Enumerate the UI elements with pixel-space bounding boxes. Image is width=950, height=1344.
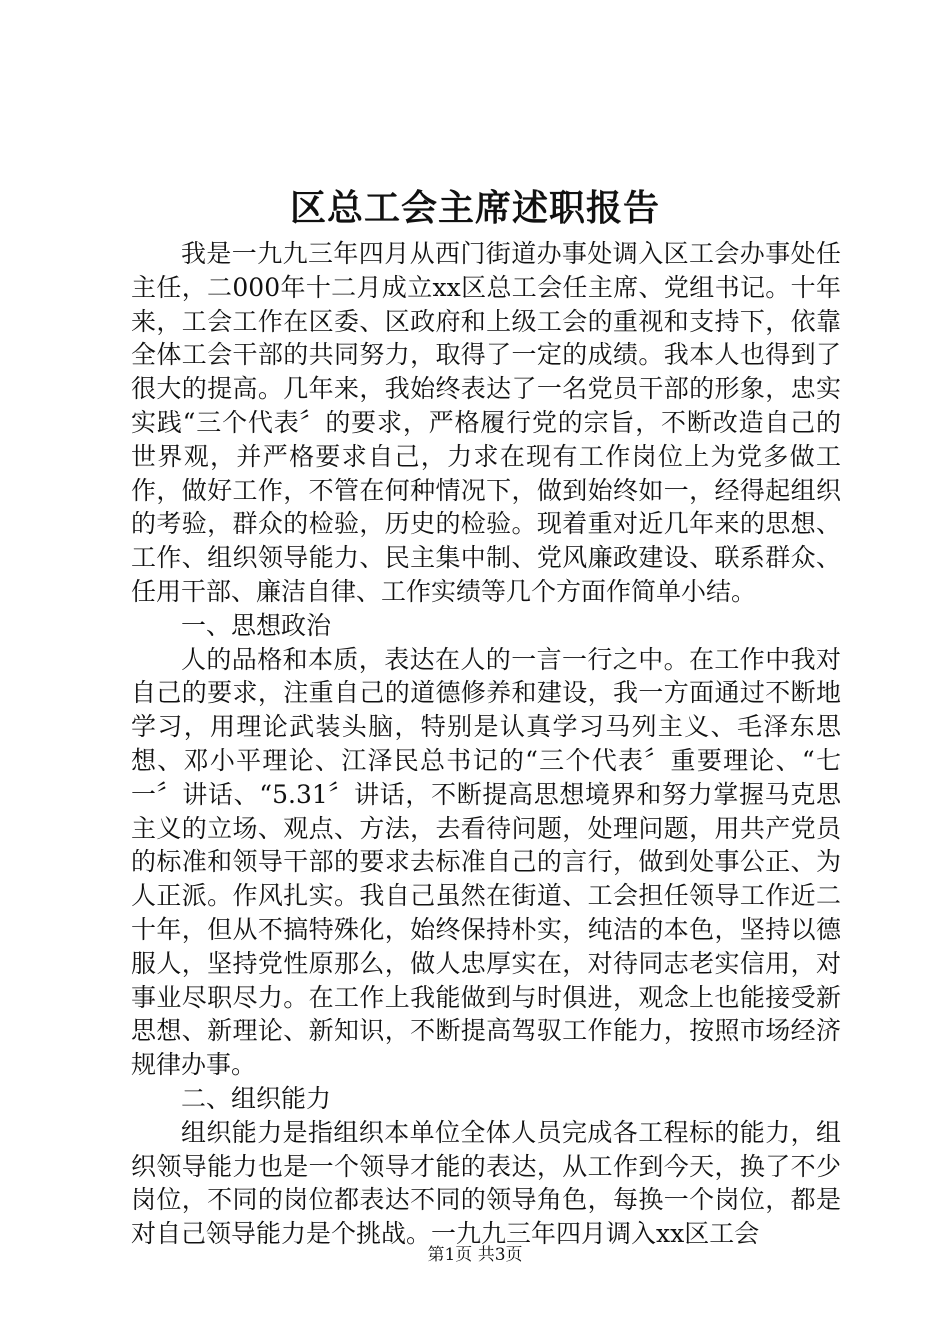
paragraph-ideology: 人的品格和本质，表达在人的一言一行之中。在工作中我对自己的要求，注重自己的道德修养和建设，我一方面通过不断地学习，用理论武装头脑，特别是认真学习马列主义、毛泽东思想、邓小平理论、江泽民总书记的“三个代表〞重要理论、“七一〞讲话、“5.31〞讲话，不断提高思想境界和努力掌握马克思主义的立场、观点、方法，去看待问题，处理问题，用共产党员的标准和领导干部的要求去标准自己的言行，做到处事公正、为人正派。作风扎实。我自己虽然在街道、工会担任领导工作近二十年，但从不搞特殊化，始终保持朴实，纯洁的本色，坚持以德服人，坚持党性原那么，做人忠厚实在，对待同志老实信用，对事业尽职尽力。在工作上我能做到与时俱进，观念上也能接受新思想、新理论、新知识，不断提高驾驭工作能力，按照市场经济规律办事。 xyxy=(131,644,841,1080)
paragraph-intro: 我是一九九三年四月从西门街道办事处调入区工会办事处任主任，二000年十二月成立xx区总工会任主席、党组书记。十年来，工会工作在区委、区政府和上级工会的重视和支持下，依靠全体工会干部的共同努力，取得了一定的成绩。我本人也得到了很大的提高。几年来，我始终表达了一名党员干部的形象，忠实实践“三个代表〞的要求，严格履行党的宗旨，不断改造自己的世界观，并严格要求自己，力求在现有工作岗位上为党多做工作，做好工作，不管在何种情况下，做到始终如一，经得起组织的考验，群众的检验，历史的检验。现着重对近几年来的思想、工作、组织领导能力、民主集中制、党风廉政建设、联系群众、任用干部、廉洁自律、工作实绩等几个方面作简单小结。 xyxy=(131,239,841,606)
paragraph-organization: 组织能力是指组织本单位全体人员完成各工程标的能力，组织领导能力也是一个领导才能的表达，从工作到今天，换了不少岗位，不同的岗位都表达不同的领导角色，每换一个岗位，都是对自己领导能力是个挑战。一九九三年四月调入xx区工会 xyxy=(131,1117,841,1249)
page-title: 区总工会主席述职报告 xyxy=(289,187,660,229)
document-body xyxy=(131,237,841,1251)
page-footer: 第1页 共3页 xyxy=(427,1245,523,1265)
section-heading-organization: 二、组织能力 xyxy=(181,1083,332,1113)
section-heading-ideology: 一、思想政治 xyxy=(181,610,332,640)
